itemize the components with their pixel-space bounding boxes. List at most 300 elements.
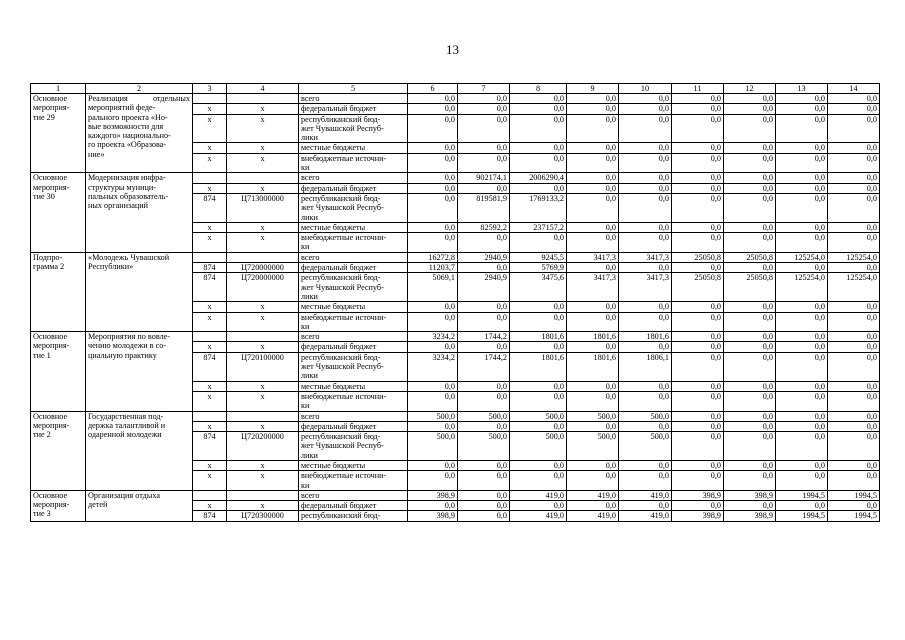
amount-cell: 1744,2 <box>458 332 510 342</box>
amount-cell: 0,0 <box>567 173 619 183</box>
amount-cell: 0,0 <box>567 263 619 273</box>
amount-cell: 0,0 <box>408 312 458 332</box>
funding-source: республиканский бюд- жет Чувашской Респуб- лики <box>299 193 408 222</box>
amount-cell: 0,0 <box>672 104 724 114</box>
amount-cell: 0,0 <box>672 342 724 352</box>
funding-source: федеральный бюджет <box>299 501 408 511</box>
amount-cell: 0,0 <box>724 471 776 491</box>
amount-cell: 0,0 <box>567 222 619 232</box>
amount-cell: 0,0 <box>408 471 458 491</box>
amount-cell: 0,0 <box>724 460 776 470</box>
amount-cell: 0,0 <box>828 153 880 173</box>
amount-cell: 0,0 <box>672 432 724 461</box>
amount-cell: 0,0 <box>567 312 619 332</box>
amount-cell: 0,0 <box>776 222 828 232</box>
amount-cell: 500,0 <box>567 432 619 461</box>
amount-cell: 0,0 <box>510 391 567 411</box>
amount-cell: 0,0 <box>672 183 724 193</box>
ministry-code: х <box>193 153 227 173</box>
amount-cell: 0,0 <box>672 501 724 511</box>
amount-cell: 0,0 <box>567 104 619 114</box>
ministry-code <box>193 332 227 342</box>
amount-cell: 0,0 <box>408 421 458 431</box>
amount-cell: 0,0 <box>619 233 672 253</box>
amount-cell: 1994,5 <box>776 511 828 521</box>
amount-cell: 0,0 <box>510 183 567 193</box>
amount-cell: 0,0 <box>458 511 510 521</box>
amount-cell: 0,0 <box>724 332 776 342</box>
budget-code <box>227 411 299 421</box>
amount-cell: 0,0 <box>408 143 458 153</box>
amount-cell: 0,0 <box>510 104 567 114</box>
activity-label: Подпро- грамма 2 <box>31 252 86 331</box>
amount-cell: 0,0 <box>619 183 672 193</box>
ministry-code: х <box>193 381 227 391</box>
amount-cell: 0,0 <box>458 501 510 511</box>
amount-cell: 16272,8 <box>408 252 458 262</box>
amount-cell: 0,0 <box>458 94 510 104</box>
ministry-code: х <box>193 114 227 143</box>
ministry-code: х <box>193 471 227 491</box>
amount-cell: 0,0 <box>672 193 724 222</box>
amount-cell: 0,0 <box>828 94 880 104</box>
amount-cell: 0,0 <box>619 342 672 352</box>
amount-cell: 0,0 <box>619 94 672 104</box>
column-header: 13 <box>776 84 828 94</box>
column-header: 12 <box>724 84 776 94</box>
amount-cell: 0,0 <box>672 143 724 153</box>
amount-cell: 0,0 <box>408 391 458 411</box>
activity-label: Основное мероприя- тие 1 <box>31 332 86 411</box>
amount-cell: 125254,0 <box>776 252 828 262</box>
amount-cell: 398,9 <box>408 490 458 500</box>
amount-cell: 0,0 <box>828 381 880 391</box>
budget-code: х <box>227 501 299 511</box>
column-header: 2 <box>86 84 193 94</box>
amount-cell: 0,0 <box>828 421 880 431</box>
amount-cell: 0,0 <box>408 501 458 511</box>
ministry-code <box>193 173 227 183</box>
budget-code: х <box>227 421 299 431</box>
ministry-code <box>193 94 227 104</box>
ministry-code: х <box>193 183 227 193</box>
amount-cell: 0,0 <box>510 471 567 491</box>
amount-cell: 0,0 <box>408 302 458 312</box>
amount-cell: 0,0 <box>458 263 510 273</box>
amount-cell: 0,0 <box>408 153 458 173</box>
amount-cell: 0,0 <box>567 193 619 222</box>
amount-cell: 3417,3 <box>567 252 619 262</box>
activity-name: Организация отдыха детей <box>86 490 193 521</box>
amount-cell: 1994,5 <box>776 490 828 500</box>
amount-cell: 0,0 <box>458 143 510 153</box>
funding-source: внебюджетные источни- ки <box>299 233 408 253</box>
amount-cell: 500,0 <box>458 432 510 461</box>
ministry-code: х <box>193 391 227 411</box>
amount-cell: 25050,8 <box>672 273 724 302</box>
amount-cell: 0,0 <box>510 143 567 153</box>
amount-cell: 0,0 <box>567 471 619 491</box>
amount-cell: 0,0 <box>458 490 510 500</box>
funding-source: всего <box>299 252 408 262</box>
amount-cell: 0,0 <box>724 302 776 312</box>
budget-code <box>227 252 299 262</box>
amount-cell: 0,0 <box>619 421 672 431</box>
funding-source: федеральный бюджет <box>299 104 408 114</box>
amount-cell: 0,0 <box>672 222 724 232</box>
amount-cell: 0,0 <box>619 104 672 114</box>
amount-cell: 1801,6 <box>619 332 672 342</box>
amount-cell: 0,0 <box>619 173 672 183</box>
amount-cell: 0,0 <box>567 114 619 143</box>
amount-cell: 0,0 <box>828 501 880 511</box>
amount-cell: 0,0 <box>510 233 567 253</box>
header-row <box>31 84 880 94</box>
amount-cell: 0,0 <box>672 381 724 391</box>
funding-source: внебюджетные источни- ки <box>299 391 408 411</box>
amount-cell: 0,0 <box>828 114 880 143</box>
funding-source: республиканский бюд- жет Чувашской Респуб- лики <box>299 114 408 143</box>
amount-cell: 0,0 <box>724 143 776 153</box>
budget-code: х <box>227 104 299 114</box>
ministry-code: х <box>193 312 227 332</box>
budget-code: Ц713000000 <box>227 193 299 222</box>
amount-cell: 0,0 <box>672 471 724 491</box>
amount-cell: 0,0 <box>408 460 458 470</box>
budget-code: Ц720000000 <box>227 273 299 302</box>
funding-source: местные бюджеты <box>299 143 408 153</box>
table-row <box>31 94 880 104</box>
amount-cell: 419,0 <box>510 511 567 521</box>
amount-cell: 398,9 <box>672 511 724 521</box>
funding-source: местные бюджеты <box>299 381 408 391</box>
ministry-code: 874 <box>193 352 227 381</box>
column-header: 8 <box>510 84 567 94</box>
column-header: 9 <box>567 84 619 94</box>
funding-source: внебюджетные источни- ки <box>299 471 408 491</box>
funding-source: внебюджетные источни- ки <box>299 312 408 332</box>
ministry-code: 874 <box>193 193 227 222</box>
amount-cell: 0,0 <box>458 153 510 173</box>
amount-cell: 0,0 <box>567 501 619 511</box>
ministry-code: х <box>193 501 227 511</box>
amount-cell: 0,0 <box>458 312 510 332</box>
amount-cell: 9245,5 <box>510 252 567 262</box>
activity-name: «Молодежь Чувашской Республики» <box>86 252 193 331</box>
amount-cell: 0,0 <box>724 233 776 253</box>
ministry-code: х <box>193 104 227 114</box>
budget-code: Ц720000000 <box>227 263 299 273</box>
amount-cell: 0,0 <box>619 312 672 332</box>
amount-cell: 1801,6 <box>567 352 619 381</box>
amount-cell: 0,0 <box>619 114 672 143</box>
amount-cell: 0,0 <box>776 94 828 104</box>
amount-cell: 0,0 <box>458 114 510 143</box>
amount-cell: 500,0 <box>567 411 619 421</box>
amount-cell: 0,0 <box>776 471 828 491</box>
amount-cell: 2006290,4 <box>510 173 567 183</box>
funding-source: республиканский бюд- <box>299 511 408 521</box>
budget-code: х <box>227 183 299 193</box>
amount-cell: 0,0 <box>567 153 619 173</box>
amount-cell: 419,0 <box>567 511 619 521</box>
funding-source: всего <box>299 411 408 421</box>
amount-cell: 1801,6 <box>510 352 567 381</box>
amount-cell: 0,0 <box>724 432 776 461</box>
table-row <box>31 490 880 500</box>
funding-source: федеральный бюджет <box>299 263 408 273</box>
budget-code: х <box>227 153 299 173</box>
amount-cell: 0,0 <box>724 421 776 431</box>
amount-cell: 0,0 <box>567 302 619 312</box>
amount-cell: 500,0 <box>510 411 567 421</box>
amount-cell: 419,0 <box>619 511 672 521</box>
amount-cell: 0,0 <box>828 193 880 222</box>
amount-cell: 0,0 <box>776 143 828 153</box>
amount-cell: 0,0 <box>828 352 880 381</box>
amount-cell: 398,9 <box>408 511 458 521</box>
amount-cell: 0,0 <box>724 104 776 114</box>
budget-code: х <box>227 381 299 391</box>
activity-name: Государственная под- держка талантливой и одаренной молодежи <box>86 411 193 490</box>
amount-cell: 0,0 <box>776 263 828 273</box>
amount-cell: 0,0 <box>776 421 828 431</box>
amount-cell: 0,0 <box>510 302 567 312</box>
amount-cell: 3417,3 <box>619 252 672 262</box>
amount-cell: 419,0 <box>567 490 619 500</box>
funding-source: местные бюджеты <box>299 460 408 470</box>
amount-cell: 0,0 <box>458 183 510 193</box>
amount-cell: 0,0 <box>776 352 828 381</box>
funding-source: всего <box>299 332 408 342</box>
amount-cell: 0,0 <box>828 391 880 411</box>
amount-cell: 3234,2 <box>408 332 458 342</box>
funding-source: местные бюджеты <box>299 302 408 312</box>
budget-code: х <box>227 342 299 352</box>
activity-name: Реализация отдельных мероприятий феде- рального проекта «Но- вые возможности для каждого» национально- го проекта «Образова- ние» <box>86 94 193 173</box>
amount-cell: 819581,9 <box>458 193 510 222</box>
amount-cell: 1769133,2 <box>510 193 567 222</box>
ministry-code: 874 <box>193 432 227 461</box>
amount-cell: 0,0 <box>408 193 458 222</box>
amount-cell: 0,0 <box>672 263 724 273</box>
amount-cell: 0,0 <box>724 501 776 511</box>
amount-cell: 398,9 <box>724 511 776 521</box>
budget-code: х <box>227 460 299 470</box>
amount-cell: 25050,8 <box>672 252 724 262</box>
amount-cell: 0,0 <box>724 222 776 232</box>
budget-table <box>30 83 880 522</box>
amount-cell: 0,0 <box>510 114 567 143</box>
amount-cell: 500,0 <box>619 432 672 461</box>
amount-cell: 0,0 <box>408 381 458 391</box>
budget-code: х <box>227 222 299 232</box>
budget-code: х <box>227 391 299 411</box>
amount-cell: 0,0 <box>619 460 672 470</box>
amount-cell: 0,0 <box>408 233 458 253</box>
amount-cell: 0,0 <box>408 222 458 232</box>
amount-cell: 1994,5 <box>828 511 880 521</box>
amount-cell: 0,0 <box>724 153 776 173</box>
amount-cell: 0,0 <box>408 104 458 114</box>
amount-cell: 419,0 <box>510 490 567 500</box>
amount-cell: 0,0 <box>619 381 672 391</box>
amount-cell: 0,0 <box>724 173 776 183</box>
amount-cell: 11203,7 <box>408 263 458 273</box>
amount-cell: 0,0 <box>776 391 828 411</box>
column-header: 3 <box>193 84 227 94</box>
budget-code: Ц720300000 <box>227 511 299 521</box>
funding-source: республиканский бюд- жет Чувашской Респуб- лики <box>299 432 408 461</box>
ministry-code <box>193 252 227 262</box>
funding-source: федеральный бюджет <box>299 342 408 352</box>
amount-cell: 0,0 <box>776 432 828 461</box>
amount-cell: 0,0 <box>510 501 567 511</box>
funding-source: федеральный бюджет <box>299 421 408 431</box>
budget-code: Ц720100000 <box>227 352 299 381</box>
amount-cell: 0,0 <box>567 381 619 391</box>
amount-cell: 125254,0 <box>828 273 880 302</box>
column-header: 6 <box>408 84 458 94</box>
amount-cell: 0,0 <box>672 233 724 253</box>
amount-cell: 1744,2 <box>458 352 510 381</box>
funding-source: федеральный бюджет <box>299 183 408 193</box>
amount-cell: 0,0 <box>408 114 458 143</box>
amount-cell: 0,0 <box>458 342 510 352</box>
amount-cell: 0,0 <box>776 411 828 421</box>
amount-cell: 0,0 <box>828 332 880 342</box>
amount-cell: 25050,8 <box>724 273 776 302</box>
amount-cell: 1801,6 <box>567 332 619 342</box>
ministry-code: 874 <box>193 273 227 302</box>
amount-cell: 0,0 <box>672 302 724 312</box>
amount-cell: 0,0 <box>724 352 776 381</box>
budget-code <box>227 94 299 104</box>
ministry-code: х <box>193 302 227 312</box>
amount-cell: 2940,9 <box>458 252 510 262</box>
amount-cell: 0,0 <box>510 94 567 104</box>
amount-cell: 0,0 <box>776 173 828 183</box>
amount-cell: 0,0 <box>828 460 880 470</box>
amount-cell: 0,0 <box>724 381 776 391</box>
ministry-code: х <box>193 460 227 470</box>
amount-cell: 0,0 <box>724 263 776 273</box>
amount-cell: 0,0 <box>828 302 880 312</box>
funding-source: республиканский бюд- жет Чувашской Респуб- лики <box>299 273 408 302</box>
activity-label: Основное мероприя- тие 29 <box>31 94 86 173</box>
amount-cell: 0,0 <box>672 411 724 421</box>
budget-code: х <box>227 233 299 253</box>
amount-cell: 3234,2 <box>408 352 458 381</box>
amount-cell: 0,0 <box>776 193 828 222</box>
amount-cell: 125254,0 <box>776 273 828 302</box>
amount-cell: 0,0 <box>458 391 510 411</box>
amount-cell: 0,0 <box>619 143 672 153</box>
amount-cell: 0,0 <box>619 501 672 511</box>
amount-cell: 0,0 <box>408 183 458 193</box>
amount-cell: 0,0 <box>672 94 724 104</box>
amount-cell: 0,0 <box>458 381 510 391</box>
amount-cell: 0,0 <box>567 233 619 253</box>
amount-cell: 3417,3 <box>567 273 619 302</box>
amount-cell: 0,0 <box>828 222 880 232</box>
budget-code <box>227 173 299 183</box>
amount-cell: 0,0 <box>619 263 672 273</box>
amount-cell: 0,0 <box>567 421 619 431</box>
amount-cell: 0,0 <box>828 183 880 193</box>
amount-cell: 500,0 <box>408 411 458 421</box>
amount-cell: 0,0 <box>828 233 880 253</box>
column-header: 1 <box>31 84 86 94</box>
budget-code: х <box>227 143 299 153</box>
amount-cell: 0,0 <box>672 352 724 381</box>
amount-cell: 0,0 <box>672 391 724 411</box>
amount-cell: 5769,9 <box>510 263 567 273</box>
amount-cell: 0,0 <box>828 263 880 273</box>
amount-cell: 0,0 <box>776 501 828 511</box>
amount-cell: 0,0 <box>828 342 880 352</box>
budget-code: х <box>227 302 299 312</box>
amount-cell: 82592,2 <box>458 222 510 232</box>
amount-cell: 0,0 <box>619 193 672 222</box>
funding-source: всего <box>299 173 408 183</box>
amount-cell: 0,0 <box>672 114 724 143</box>
budget-code: х <box>227 114 299 143</box>
activity-name: Модернизация инфра- структуры муници- пальных образователь- ных организаций <box>86 173 193 252</box>
amount-cell: 0,0 <box>724 183 776 193</box>
amount-cell: 0,0 <box>672 153 724 173</box>
amount-cell: 0,0 <box>828 312 880 332</box>
amount-cell: 2940,9 <box>458 273 510 302</box>
amount-cell: 0,0 <box>828 143 880 153</box>
amount-cell: 0,0 <box>510 421 567 431</box>
amount-cell: 0,0 <box>458 233 510 253</box>
activity-name: Мероприятия по вовле- чению молодежи в со- циальную практику <box>86 332 193 411</box>
amount-cell: 902174,1 <box>458 173 510 183</box>
amount-cell: 0,0 <box>672 312 724 332</box>
amount-cell: 1994,5 <box>828 490 880 500</box>
funding-source: всего <box>299 490 408 500</box>
amount-cell: 0,0 <box>776 332 828 342</box>
ministry-code: х <box>193 421 227 431</box>
table-row <box>31 252 880 262</box>
column-header: 10 <box>619 84 672 94</box>
funding-source: местные бюджеты <box>299 222 408 232</box>
amount-cell: 0,0 <box>776 114 828 143</box>
amount-cell: 500,0 <box>510 432 567 461</box>
column-header: 14 <box>828 84 880 94</box>
amount-cell: 0,0 <box>776 104 828 114</box>
amount-cell: 0,0 <box>724 312 776 332</box>
amount-cell: 0,0 <box>567 143 619 153</box>
amount-cell: 0,0 <box>724 411 776 421</box>
budget-code: х <box>227 471 299 491</box>
ministry-code: х <box>193 342 227 352</box>
amount-cell: 0,0 <box>724 94 776 104</box>
amount-cell: 1806,1 <box>619 352 672 381</box>
amount-cell: 0,0 <box>776 233 828 253</box>
column-header: 7 <box>458 84 510 94</box>
amount-cell: 1801,6 <box>510 332 567 342</box>
amount-cell: 398,9 <box>724 490 776 500</box>
amount-cell: 0,0 <box>672 173 724 183</box>
amount-cell: 419,0 <box>619 490 672 500</box>
amount-cell: 0,0 <box>776 183 828 193</box>
amount-cell: 0,0 <box>458 421 510 431</box>
amount-cell: 0,0 <box>724 193 776 222</box>
table-row <box>31 411 880 421</box>
amount-cell: 0,0 <box>724 391 776 411</box>
